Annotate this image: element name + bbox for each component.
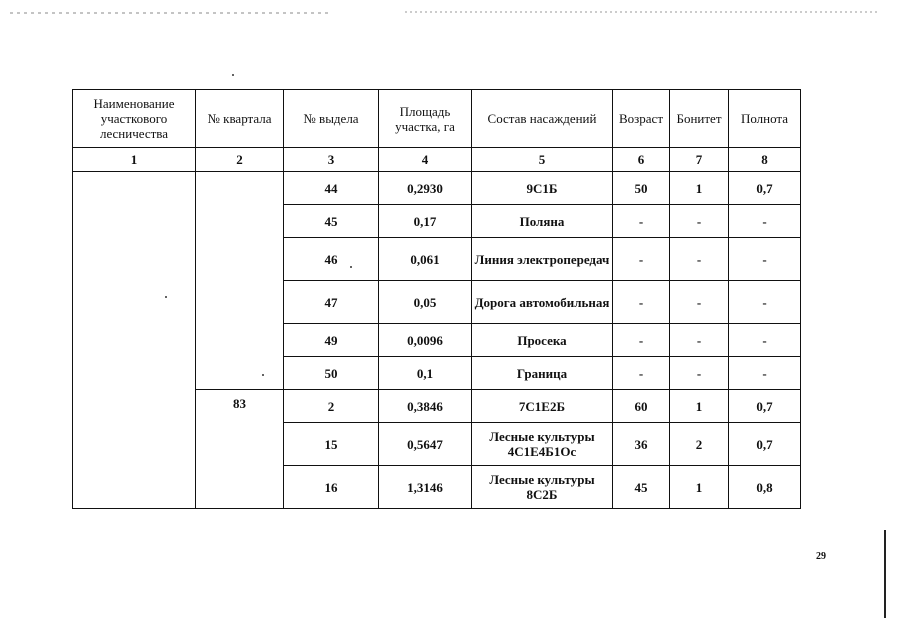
- area-cell: 0,0096: [379, 324, 472, 357]
- vydel-cell: 15: [284, 423, 379, 466]
- bonitet-cell: -: [670, 357, 729, 390]
- column-number: 8: [729, 148, 801, 172]
- age-cell: 60: [613, 390, 670, 423]
- forestry-name-cell: [73, 172, 196, 509]
- age-cell: 50: [613, 172, 670, 205]
- header-quarter: № квартала: [196, 90, 284, 148]
- quarter-cell: 83: [196, 390, 284, 509]
- bonitet-cell: -: [670, 324, 729, 357]
- polnota-cell: 0,8: [729, 466, 801, 509]
- scan-artifact-line: [0, 10, 905, 16]
- scan-speck: [350, 266, 352, 268]
- vydel-cell: 46: [284, 238, 379, 281]
- vydel-cell: 47: [284, 281, 379, 324]
- scan-speck: [262, 374, 264, 376]
- area-cell: 0,061: [379, 238, 472, 281]
- column-number: 7: [670, 148, 729, 172]
- bonitet-cell: 1: [670, 466, 729, 509]
- age-cell: -: [613, 324, 670, 357]
- header-age: Возраст: [613, 90, 670, 148]
- margin-rule: [884, 530, 886, 618]
- composition-cell: 7С1Е2Б: [472, 390, 613, 423]
- header-polnota: Полнота: [729, 90, 801, 148]
- area-cell: 0,5647: [379, 423, 472, 466]
- bonitet-cell: -: [670, 281, 729, 324]
- area-cell: 0,3846: [379, 390, 472, 423]
- scan-speck: [232, 74, 234, 76]
- area-cell: 0,2930: [379, 172, 472, 205]
- composition-cell: Линия электропередач: [472, 238, 613, 281]
- bonitet-cell: 1: [670, 390, 729, 423]
- column-number: 4: [379, 148, 472, 172]
- age-cell: 36: [613, 423, 670, 466]
- vydel-cell: 50: [284, 357, 379, 390]
- area-cell: 1,3146: [379, 466, 472, 509]
- composition-cell: Граница: [472, 357, 613, 390]
- column-number: 3: [284, 148, 379, 172]
- vydel-cell: 49: [284, 324, 379, 357]
- vydel-cell: 2: [284, 390, 379, 423]
- column-number: 2: [196, 148, 284, 172]
- column-number: 1: [73, 148, 196, 172]
- header-vydel: № выдела: [284, 90, 379, 148]
- composition-cell: Просека: [472, 324, 613, 357]
- header-composition: Состав насаждений: [472, 90, 613, 148]
- polnota-cell: -: [729, 238, 801, 281]
- scan-speck: [165, 296, 167, 298]
- area-cell: 0,1: [379, 357, 472, 390]
- composition-cell: Дорога автомобильная: [472, 281, 613, 324]
- polnota-cell: -: [729, 281, 801, 324]
- polnota-cell: -: [729, 324, 801, 357]
- header-forestry: Наименование участкового лесничества: [73, 90, 196, 148]
- vydel-cell: 44: [284, 172, 379, 205]
- composition-cell: Поляна: [472, 205, 613, 238]
- polnota-cell: 0,7: [729, 390, 801, 423]
- polnota-cell: 0,7: [729, 423, 801, 466]
- column-number-row: [73, 148, 801, 172]
- page-number: 29: [816, 551, 826, 562]
- polnota-cell: -: [729, 205, 801, 238]
- vydel-cell: 45: [284, 205, 379, 238]
- vydel-cell: 16: [284, 466, 379, 509]
- bonitet-cell: -: [670, 238, 729, 281]
- composition-cell: Лесные культуры 8С2Б: [472, 466, 613, 509]
- bonitet-cell: -: [670, 205, 729, 238]
- bonitet-cell: 2: [670, 423, 729, 466]
- header-row: [73, 90, 801, 148]
- area-cell: 0,05: [379, 281, 472, 324]
- polnota-cell: -: [729, 357, 801, 390]
- header-area: Площадь участка, га: [379, 90, 472, 148]
- bonitet-cell: 1: [670, 172, 729, 205]
- column-number: 5: [472, 148, 613, 172]
- column-number: 6: [613, 148, 670, 172]
- quarter-cell-blank: [196, 172, 284, 390]
- composition-cell: 9С1Б: [472, 172, 613, 205]
- age-cell: 45: [613, 466, 670, 509]
- table-row: [73, 172, 801, 205]
- polnota-cell: 0,7: [729, 172, 801, 205]
- age-cell: -: [613, 281, 670, 324]
- composition-cell: Лесные культуры 4С1Е4Б1Ос: [472, 423, 613, 466]
- age-cell: -: [613, 238, 670, 281]
- header-bonitet: Бонитет: [670, 90, 729, 148]
- age-cell: -: [613, 357, 670, 390]
- forest-plots-table: [72, 89, 801, 509]
- age-cell: -: [613, 205, 670, 238]
- area-cell: 0,17: [379, 205, 472, 238]
